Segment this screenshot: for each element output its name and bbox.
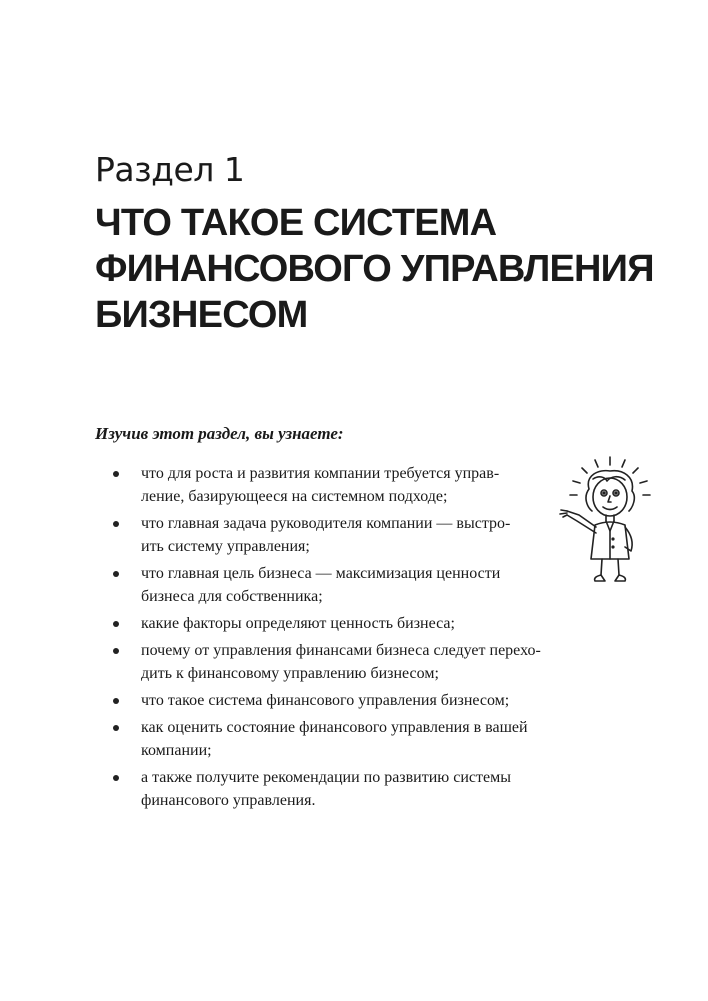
bullet-icon [113,648,119,654]
list-item-line: почему от управления финансами бизнеса следует перехо- [141,642,541,659]
chapter-title-line: ЧТО ТАКОЕ СИСТЕМА [95,202,497,244]
chapter-title-line: ФИНАНСОВОГО УПРАВЛЕНИЯ [95,248,654,290]
list-item-line: ить систему управления; [141,538,310,555]
woman-with-idea-icon [555,455,665,585]
list-item-line: ление, базирующееся на системном подходе; [141,488,448,505]
list-item-line: как оценить состояние финансового управления в вашей [141,719,528,736]
bullet-icon [113,521,119,527]
chapter-title [95,200,654,338]
list-item-line: что главная задача руководителя компании — выстро- [141,515,511,532]
bullet-icon [113,621,119,627]
intro-text: Изучив этот раздел, вы узнаете: [95,424,344,443]
learning-outcomes-list [113,462,541,816]
list-item [113,716,541,762]
bullet-icon [113,471,119,477]
list-item [113,512,541,558]
list-item [113,639,541,685]
chapter-title-line: БИЗНЕСОМ [95,294,308,336]
list-item [113,612,541,635]
bullet-icon [113,698,119,704]
list-item-line: что для роста и развития компании требуется управ- [141,465,500,482]
list-item [113,562,541,608]
bullet-icon [113,725,119,731]
bullet-icon [113,775,119,781]
list-item-line: финансового управления. [141,792,316,809]
list-item-line: а также получите рекомендации по развитию системы [141,769,511,786]
list-item-line: что такое система финансового управления бизнесом; [141,692,510,709]
list-item [113,462,541,508]
list-item [113,689,541,712]
list-item-line: дить к финансовому управлению бизнесом; [141,665,439,682]
list-item-line: бизнеса для собственника; [141,588,323,605]
list-item [113,766,541,812]
list-item-line: какие факторы определяют ценность бизнеса; [141,615,455,632]
section-label: Раздел 1 [95,150,245,189]
list-item-line: что главная цель бизнеса — максимизация ценности [141,565,501,582]
bullet-icon [113,571,119,577]
list-item-line: компании; [141,742,212,759]
